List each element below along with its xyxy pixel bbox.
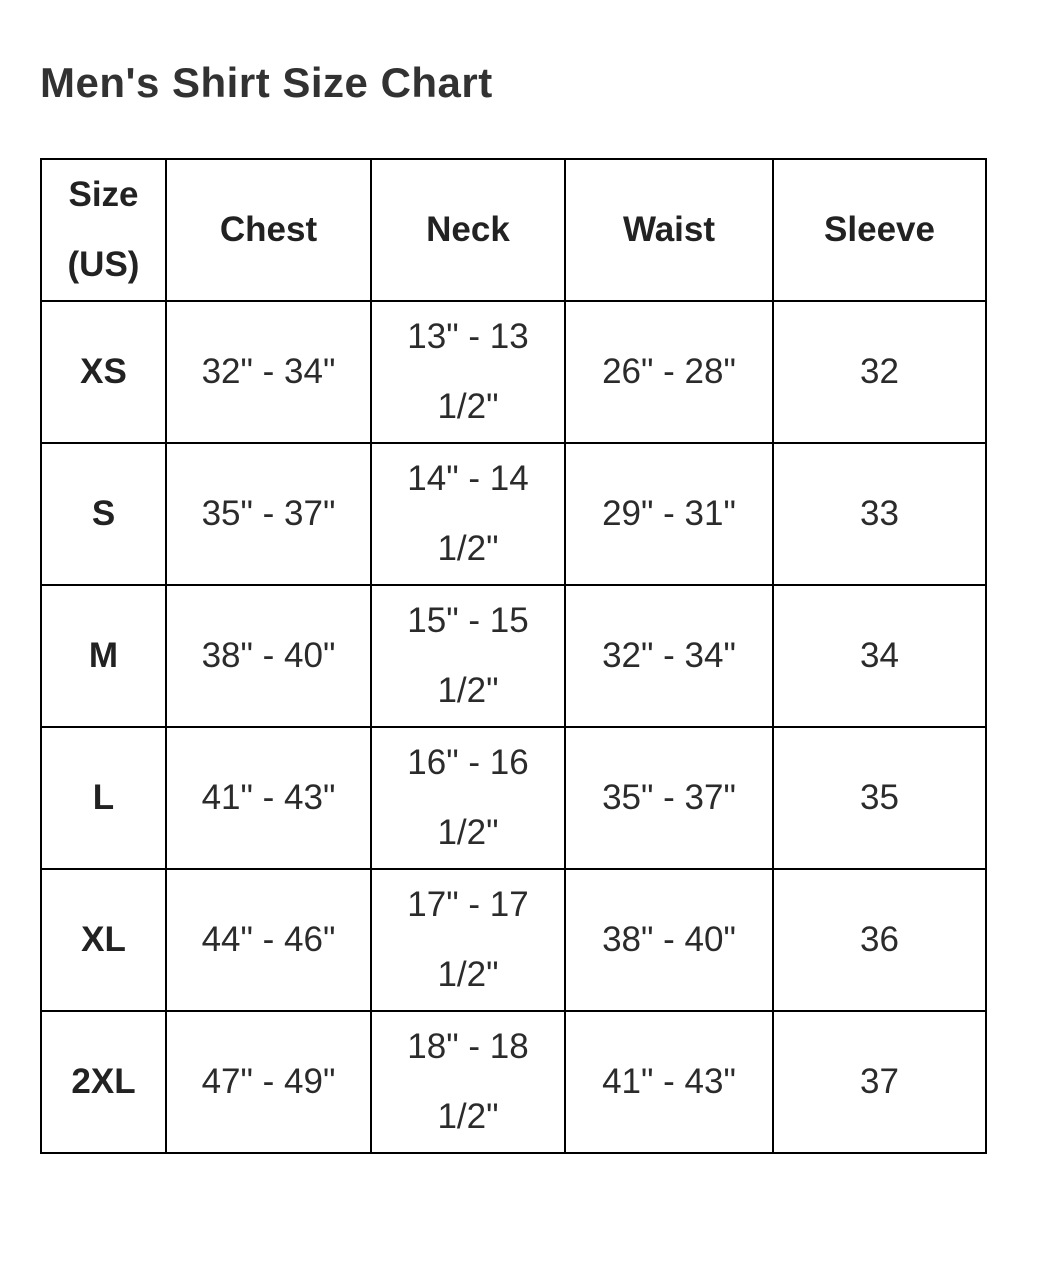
row-header-size: XS — [41, 301, 166, 443]
cell-sleeve: 33 — [773, 443, 986, 585]
cell-waist: 29" - 31" — [565, 443, 773, 585]
cell-chest: 32" - 34" — [166, 301, 371, 443]
row-header-size: M — [41, 585, 166, 727]
cell-waist: 35" - 37" — [565, 727, 773, 869]
cell-neck: 13" - 13 1/2" — [371, 301, 565, 443]
table-row-xl — [41, 869, 986, 1011]
table-row-m — [41, 585, 986, 727]
table-row-l — [41, 727, 986, 869]
cell-sleeve: 32 — [773, 301, 986, 443]
cell-waist: 38" - 40" — [565, 869, 773, 1011]
cell-neck: 15" - 15 1/2" — [371, 585, 565, 727]
row-header-size: 2XL — [41, 1011, 166, 1153]
column-header-waist: Waist — [565, 159, 773, 301]
cell-sleeve: 34 — [773, 585, 986, 727]
cell-sleeve: 36 — [773, 869, 986, 1011]
column-header-size: Size (US) — [41, 159, 166, 301]
cell-neck: 18" - 18 1/2" — [371, 1011, 565, 1153]
page — [0, 58, 1039, 1154]
table-row-s — [41, 443, 986, 585]
column-header-sleeve: Sleeve — [773, 159, 986, 301]
cell-chest: 44" - 46" — [166, 869, 371, 1011]
column-header-neck: Neck — [371, 159, 565, 301]
cell-chest: 47" - 49" — [166, 1011, 371, 1153]
cell-chest: 35" - 37" — [166, 443, 371, 585]
row-header-size: L — [41, 727, 166, 869]
cell-chest: 38" - 40" — [166, 585, 371, 727]
cell-sleeve: 35 — [773, 727, 986, 869]
cell-neck: 16" - 16 1/2" — [371, 727, 565, 869]
table-row-2xl — [41, 1011, 986, 1153]
row-header-size: S — [41, 443, 166, 585]
column-header-chest: Chest — [166, 159, 371, 301]
cell-neck: 17" - 17 1/2" — [371, 869, 565, 1011]
cell-waist: 41" - 43" — [565, 1011, 773, 1153]
cell-neck: 14" - 14 1/2" — [371, 443, 565, 585]
size-chart-table — [40, 158, 987, 1154]
page-title: Men's Shirt Size Chart — [40, 59, 493, 106]
cell-chest: 41" - 43" — [166, 727, 371, 869]
header-row — [41, 159, 986, 301]
cell-waist: 26" - 28" — [565, 301, 773, 443]
cell-sleeve: 37 — [773, 1011, 986, 1153]
table-row-xs — [41, 301, 986, 443]
row-header-size: XL — [41, 869, 166, 1011]
cell-waist: 32" - 34" — [565, 585, 773, 727]
